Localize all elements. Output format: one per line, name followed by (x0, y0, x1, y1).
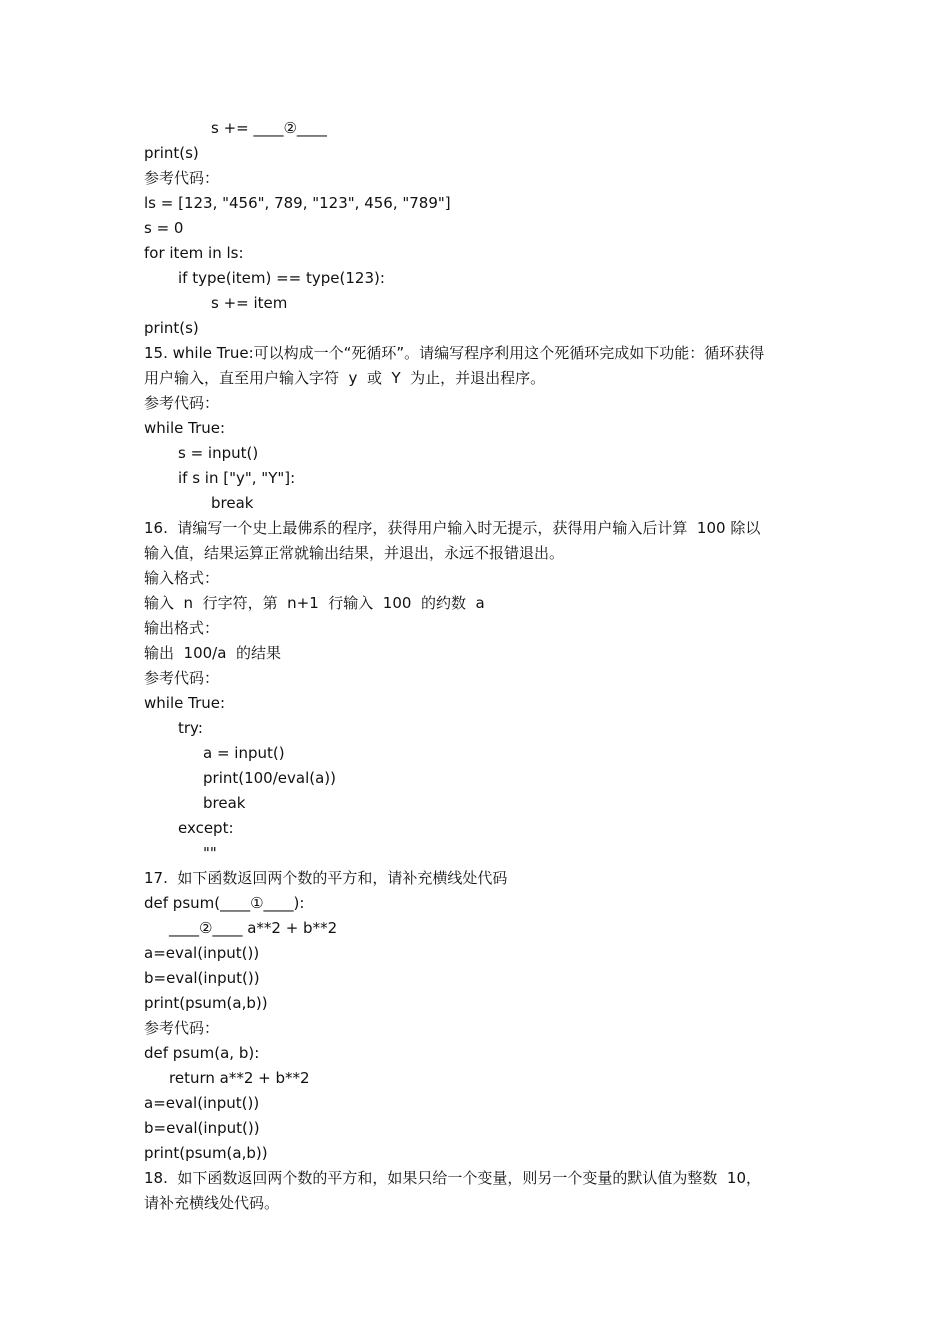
code-line: a = input() (203, 744, 285, 762)
code-line: if s in ["y", "Y"]: (178, 469, 296, 487)
code-line: try: (178, 719, 203, 737)
reference-code-label: 参考代码： (144, 394, 220, 412)
question-text: 15. while True:可以构成一个“死循环”。请编写程序利用这个死循环完成如下功能：循环获得 (144, 344, 765, 362)
format-text: 输出 100/a 的结果 (144, 644, 281, 662)
code-line: def psum(a, b): (144, 1044, 260, 1062)
code-line: s = input() (178, 444, 259, 462)
code-line: def psum(____①____): (144, 894, 305, 912)
code-line: break (211, 494, 254, 512)
question-text: 17. 如下函数返回两个数的平方和，请补充横线处代码 (144, 869, 508, 887)
question-text: 18. 如下函数返回两个数的平方和，如果只给一个变量，则另一个变量的默认值为整数 10， (144, 1169, 762, 1187)
code-line: s += ____②____ (211, 119, 327, 137)
code-line: s += item (211, 294, 288, 312)
code-line: s = 0 (144, 219, 184, 237)
code-line: while True: (144, 694, 226, 712)
format-label: 输出格式： (144, 619, 220, 637)
code-line: b=eval(input()) (144, 1119, 260, 1137)
code-line: b=eval(input()) (144, 969, 260, 987)
code-line: return a**2 + b**2 (169, 1069, 310, 1087)
code-line: a=eval(input()) (144, 944, 260, 962)
question-text: 16. 请编写一个史上最佛系的程序，获得用户输入时无提示，获得用户输入后计算 100 除以 (144, 519, 761, 537)
question-text: 输入值，结果运算正常就输出结果，并退出，永远不报错退出。 (144, 544, 565, 562)
reference-code-label: 参考代码： (144, 669, 220, 687)
reference-code-label: 参考代码： (144, 169, 220, 187)
question-text: 用户输入，直至用户输入字符 y 或 Y 为止，并退出程序。 (144, 369, 546, 387)
code-line: ls = [123, "456", 789, "123", 456, "789"] (144, 194, 451, 212)
reference-code-label: 参考代码： (144, 1019, 220, 1037)
code-line: while True: (144, 419, 226, 437)
code-line: print(100/eval(a)) (203, 769, 336, 787)
code-line: except: (178, 819, 234, 837)
code-line: "" (203, 844, 217, 862)
code-line: print(s) (144, 144, 199, 162)
code-line: if type(item) == type(123): (178, 269, 385, 287)
code-line: break (203, 794, 246, 812)
code-line: print(psum(a,b)) (144, 1144, 268, 1162)
code-line: print(s) (144, 319, 199, 337)
question-text: 请补充横线处代码。 (144, 1194, 280, 1212)
document-body (144, 116, 808, 1216)
format-text: 输入 n 行字符，第 n+1 行输入 100 的约数 a (144, 594, 485, 612)
code-line: a=eval(input()) (144, 1094, 260, 1112)
code-line: for item in ls: (144, 244, 244, 262)
code-line: ____②____ a**2 + b**2 (169, 919, 338, 937)
code-line: print(psum(a,b)) (144, 994, 268, 1012)
format-label: 输入格式： (144, 569, 220, 587)
